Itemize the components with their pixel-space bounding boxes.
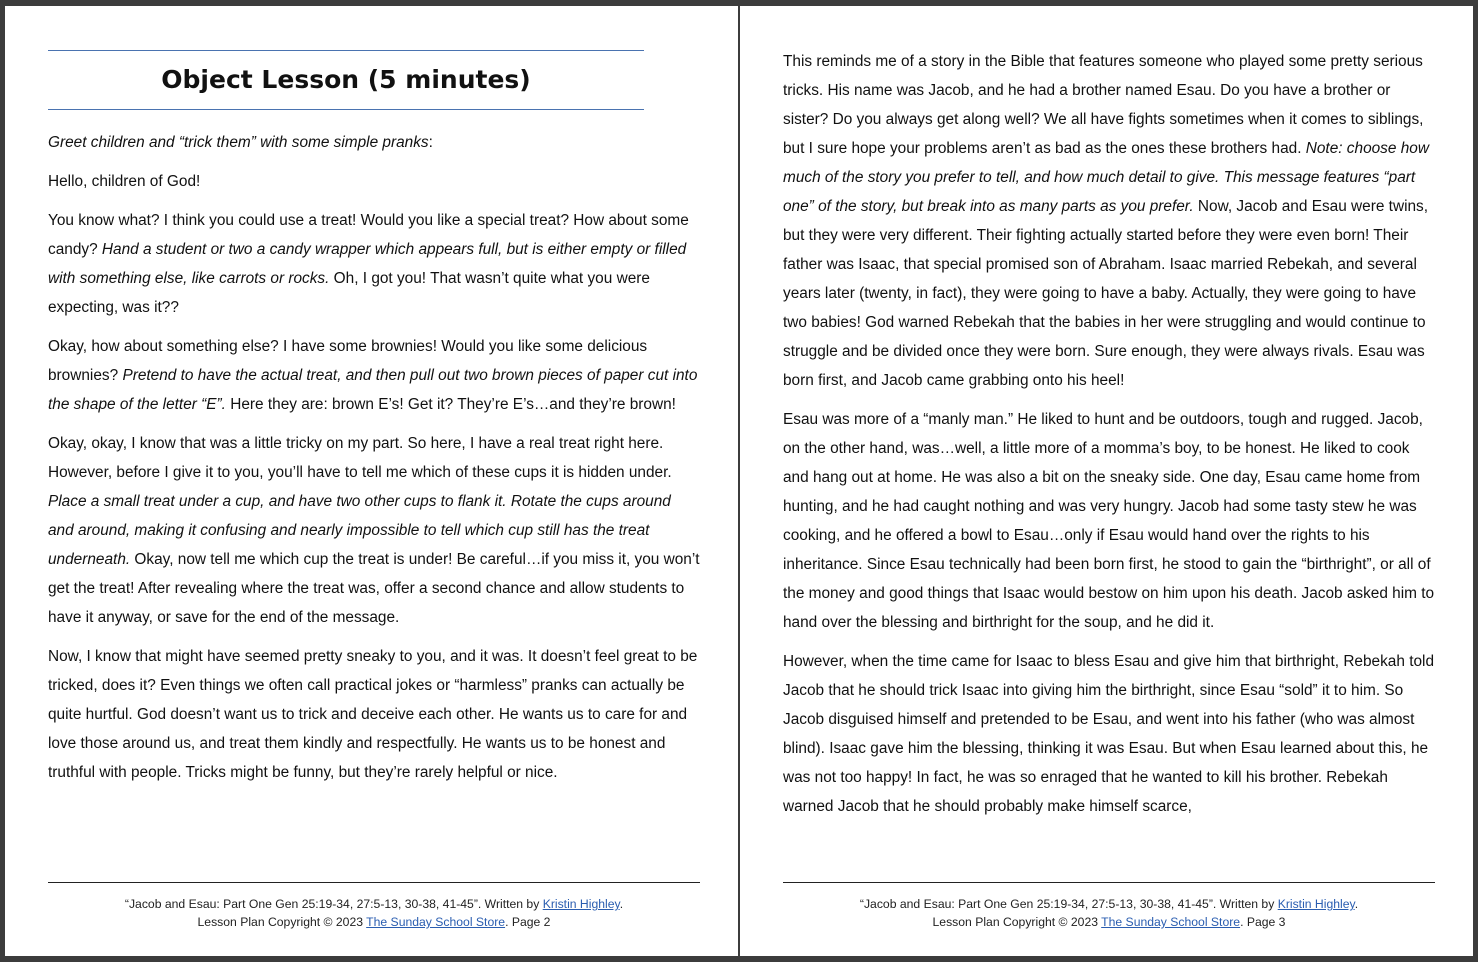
blessing-paragraph: However, when the time came for Isaac to bless Esau and give him that birthright, Rebekah told Jacob that he should trick Isaac into giving him the birthright, since Esau “sold” it to him. So Jacob disguised himself and pretended to be Esau, and went into his father (who was almost blind). Isaac gave him the blessing, thinking it was Esau. But when Esau learned about this, he was not too happy! In fact, he was so enraged that he wanted to kill his brother. Rebekah warned Jacob that he should probably make himself scarce, bbox=[783, 653, 1435, 815]
page-3-body bbox=[783, 47, 1435, 831]
candy-instruction: Hand a student or two a candy wrapper which appears full, but is either empty or filled with something else, like carrots or rocks. bbox=[48, 241, 687, 287]
page-2-body bbox=[48, 128, 700, 797]
author-link[interactable]: Kristin Highley bbox=[1277, 897, 1355, 911]
cups-instruction: Place a small treat under a cup, and have two other cups to flank it. Rotate the cups around and around, making it confusing and nearly impossible to tell which cup still has the treat underneath. bbox=[48, 493, 671, 568]
page-2-footer bbox=[48, 882, 700, 931]
page-3 bbox=[740, 6, 1473, 956]
intro-paragraph: Greet children and “trick them” with some simple pranks: bbox=[48, 134, 433, 151]
greeting-paragraph: Hello, children of God! bbox=[48, 173, 201, 190]
intro-instruction: Greet children and “trick them” with some simple pranks bbox=[48, 134, 429, 151]
author-link[interactable]: Kristin Highley bbox=[542, 897, 620, 911]
footer-line-1: “Jacob and Esau: Part One Gen 25:19-34, 27:5-13, 30-38, 41-45”. Written by Kristin Highley. bbox=[859, 897, 1359, 911]
section-title-block bbox=[48, 50, 644, 110]
cups-paragraph: Okay, okay, I know that was a little tricky on my part. So here, I have a real treat right here. However, before I give it to you, you’ll have to tell me which of these cups it is hidden under. Place a small treat under a cup, and have two other cups to flank it. Rotate the cups around and around, making it confusing and nearly impossible to tell which cup still has the treat underneath. Okay, now tell me which cup the treat is under! Be careful…if you miss it, you won’t get the treat! After revealing where the treat was, offer a second chance and allow students to have it anyway, or save for the end of the message. bbox=[48, 435, 700, 626]
story-intro-paragraph: This reminds me of a story in the Bible that features someone who played some pretty serious tricks. His name was Jacob, and he had a brother named Esau. Do you have a brother or sister? Do you always get along well? We all have fights sometimes when it comes to siblings, but I sure hope your problems aren’t as bad as the ones these brothers had. Note: choose how much of the story you prefer to tell, and how much detail to give. This message features “part one” of the story, but break into as many parts as you prefer. Now, Jacob and Esau were twins, but they were very different. Their fighting actually started before they were even born! Their father was Isaac, that special promised son of Abraham. Isaac married Rebekah, and several years later (twenty, in fact), they were going to have a baby. Actually, they were going to have two babies! God warned Rebekah that the babies in her were struggling and would continue to struggle and be divided once they were born. Sure enough, they were always rivals. Esau was born first, and Jacob came grabbing onto his heel! bbox=[783, 53, 1429, 389]
store-link[interactable]: The Sunday School Store bbox=[1101, 915, 1241, 929]
esau-paragraph: Esau was more of a “manly man.” He liked to hunt and be outdoors, tough and rugged. Jacob, on the other hand, was…well, a little more of a momma’s boy, to be honest. He liked to cook and hang out at home. He was also a bit on the sneaky side. One day, Esau came home from hunting, and he had caught nothing and was very hungry. Jacob had some tasty stew he was cooking, and he offered a bowl to Esau…only if Esau would hand over the rights to his inheritance. Since Esau technically had been born first, he stood to gain the “birthright”, or all of the money and good things that Isaac would bestow on him upon his death. Jacob asked him to hand over the blessing and birthright for the soup, and he did it. bbox=[783, 411, 1435, 631]
story-note: Note: choose how much of the story you prefer to tell, and how much detail to give. This message features “part one” of the story, but break into as many parts as you prefer. bbox=[783, 140, 1429, 215]
store-link[interactable]: The Sunday School Store bbox=[366, 915, 506, 929]
page-3-footer bbox=[783, 882, 1435, 931]
page-2 bbox=[5, 6, 738, 956]
section-title: Object Lesson (5 minutes) bbox=[161, 65, 531, 94]
candy-paragraph: You know what? I think you could use a treat! Would you like a special treat? How about some candy? Hand a student or two a candy wrapper which appears full, but is either empty or filled with something else, like carrots or rocks. Oh, I got you! That wasn’t quite what you were expecting, was it?? bbox=[48, 212, 689, 316]
footer-line-1: “Jacob and Esau: Part One Gen 25:19-34, 27:5-13, 30-38, 41-45”. Written by Kristin Highley. bbox=[124, 897, 624, 911]
footer-line-2: Lesson Plan Copyright © 2023 The Sunday School Store. Page 2 bbox=[197, 915, 551, 929]
brownies-instruction: Pretend to have the actual treat, and then pull out two brown pieces of paper cut into the shape of the letter “E”. bbox=[48, 367, 698, 413]
brownies-paragraph: Okay, how about something else? I have some brownies! Would you like some delicious brownies? Pretend to have the actual treat, and then pull out two brown pieces of paper cut into the shape of the letter “E”. Here they are: brown E’s! Get it? They’re E’s…and they’re brown! bbox=[48, 338, 698, 413]
footer-line-2: Lesson Plan Copyright © 2023 The Sunday School Store. Page 3 bbox=[932, 915, 1286, 929]
sneaky-paragraph: Now, I know that might have seemed pretty sneaky to you, and it was. It doesn’t feel great to be tricked, does it? Even things we often call practical jokes or “harmless” pranks can actually be quite hurtful. God doesn’t want us to trick and deceive each other. He wants us to care for and love those around us, and treat them kindly and respectfully. He wants us to be honest and truthful with people. Tricks might be funny, but they’re rarely helpful or nice. bbox=[48, 648, 698, 781]
